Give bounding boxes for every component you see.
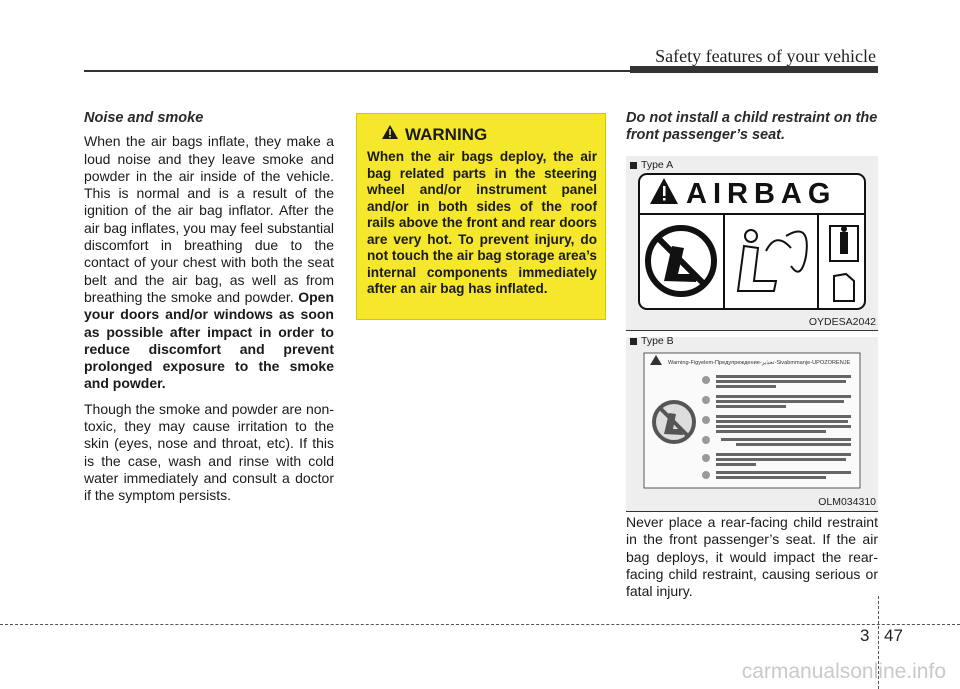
- warning-text: When the air bags deploy, the air bag related parts in the steering wheel and/or instrument panel and/or in both sides of the roof rails above the front and rear doors are very hot. To prevent injury, do not touch the air bag storage area’s internal components immediately after an air bag has inflated.: [367, 149, 597, 296]
- right-body-text: Never place a rear-facing child restraint in the front passenger’s seat. If the air bag deploys, it would impact the rear-facing child restraint, causing serious or fatal injury.: [626, 514, 878, 600]
- warning-box: [356, 113, 606, 320]
- figure-a-rule: [626, 330, 878, 331]
- figure-a-code: OYDESA2042: [808, 316, 876, 328]
- figure-b-rule: [626, 511, 878, 512]
- no-child-seat-icon: [648, 228, 714, 294]
- watermark: carmanualsonline.info: [741, 660, 946, 683]
- warning-triangle-icon: [381, 124, 399, 145]
- chapter-number: 3: [860, 626, 870, 645]
- airbag-word: AIRBAG: [686, 178, 837, 210]
- paragraph-noise-text: When the air bags inflate, they make a loud noise and they leave smoke and powder in the air inside of the vehicle. This is normal and is a result of the ignition of the air bag inflator. After the air bag inflates, you may feel substantial discomfort in breathing due to the contact of your chest with both the seat belt and the air bag, as well as from breathing the smoke and powder.: [84, 133, 334, 305]
- figure-type-b: [626, 337, 878, 511]
- figure-a-label-text: Type A: [641, 159, 674, 171]
- right-column: [626, 110, 878, 144]
- page-number: 47: [884, 626, 903, 645]
- figure-type-a: [626, 156, 878, 330]
- paragraph-nontoxic: Though the smoke and powder are non-toxic, they may cause irritation to the skin (eyes, nose and throat, etc). If this is the case, wash and rinse with cold water immediately and consult a doctor if the symptom persists.: [84, 400, 334, 504]
- figure-b-label-text: Type B: [641, 335, 674, 347]
- warning-title: WARNING: [405, 124, 488, 144]
- figure-b-code: OLM034310: [818, 496, 876, 508]
- subheading-noise-smoke: Noise and smoke: [84, 110, 204, 126]
- airbag-label-image: [626, 156, 878, 330]
- paragraph-noise: [84, 133, 334, 392]
- paragraph-noise-bold: Open your doors and/or windows as soon as possible after impact in order to reduce discomfort and prevent prolonged exposure to the smoke and powder.: [84, 288, 335, 392]
- warning-header: [367, 124, 597, 145]
- no-child-seat-icon: [654, 402, 694, 442]
- left-column: [84, 110, 334, 513]
- section-title: Safety features of your vehicle: [655, 46, 876, 66]
- right-heading: Do not install a child restraint on the front passenger’s seat.: [626, 110, 878, 143]
- multilingual-warning-label: [626, 337, 878, 511]
- label-b-header: Warning-Figyelem-Предупреждение-تحذير-Sivabmmanje-UPOZORENJE: [668, 360, 851, 366]
- header-bar: [630, 66, 878, 73]
- footer-rule: [0, 624, 960, 625]
